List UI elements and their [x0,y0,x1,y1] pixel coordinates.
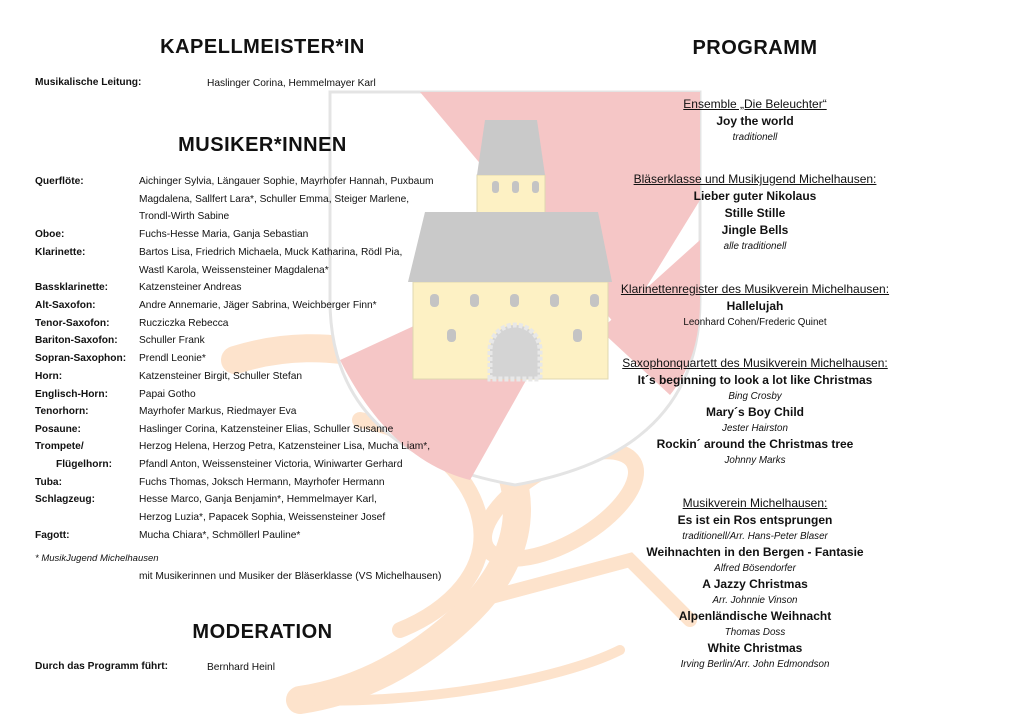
piece-title: It´s beginning to look a lot like Christmas [637,373,873,387]
composer: alle traditionell [723,241,787,252]
piece-title: White Christmas [707,641,803,655]
with-note: mit Musikerinnen und Musiker der Bläserklasse (VS Michelhausen) [139,571,442,582]
instrument-label-klarinette: Klarinette: [35,247,86,258]
instrument-label-horn: Horn: [35,371,63,382]
piece-title: Jingle Bells [721,223,789,237]
program-block-ensemble [590,96,920,145]
program-block-musikverein [590,495,920,672]
program-block-klarinettenregister [590,281,920,330]
instrument-label-fagott: Fagott: [35,530,70,541]
musician-names: Pfandl Anton, Weissensteiner Victoria, Winiwarter Gerhard [139,459,403,470]
composer: Johnny Marks [724,455,786,466]
musicians-heading: MUSIKER*INNEN [178,134,347,156]
musician-names: Hesse Marco, Ganja Benjamin*, Hemmelmayer Karl, [139,494,377,505]
piece-title: Hallelujah [726,299,784,313]
ensemble-name: Musikverein Michelhausen: [682,496,828,510]
program-block-blaeserklasse [590,171,920,254]
ensemble-name: Bläserklasse und Musikjugend Michelhausen: [633,172,877,186]
musician-names: Fuchs Thomas, Joksch Hermann, Mayrhofer Hermann [139,477,385,488]
instrument-label-sopran-saxophon: Sopran-Saxophon: [35,353,127,364]
footnote: * MusikJugend Michelhausen [35,553,159,564]
piece-title: Stille Stille [724,206,786,220]
musician-names: Andre Annemarie, Jäger Sabrina, Weichberger Finn* [139,300,377,311]
composer: Arr. Johnnie Vinson [712,595,798,606]
instrument-label-bariton-saxofon: Bariton-Saxofon: [35,335,118,346]
ensemble-name: Klarinettenregister des Musikverein Michelhausen: [620,282,890,296]
piece-title: Mary´s Boy Child [705,405,804,419]
composer: Thomas Doss [724,627,786,638]
instrument-label-oboe: Oboe: [35,229,65,240]
musician-names: Herzog Luzia*, Papacek Sophia, Weissensteiner Josef [139,512,386,523]
composer: Jester Hairston [722,423,788,434]
piece-title: Joy the world [716,114,794,128]
program-heading: PROGRAMM [692,37,818,59]
moderation-heading: MODERATION [192,621,333,643]
composer: Alfred Bösendorfer [714,563,796,574]
musician-names: Wastl Karola, Weissensteiner Magdalena* [139,265,329,276]
piece-title: A Jazzy Christmas [702,577,808,591]
moderation-value: Bernhard Heinl [207,662,275,673]
conductor-heading: KAPELLMEISTER*IN [160,36,365,58]
conductor-value: Haslinger Corina, Hemmelmayer Karl [207,78,376,89]
instrument-label-bassklarinette: Bassklarinette: [35,282,109,293]
piece-title: Rockin´ around the Christmas tree [656,437,854,451]
moderation-label: Durch das Programm führt: [35,661,169,672]
instrument-label-fluegelhorn: Flügelhorn: [56,459,113,470]
conductor-label: Musikalische Leitung: [35,77,142,88]
piece-title: Alpenländische Weihnacht [678,609,832,623]
musician-names: Bartos Lisa, Friedrich Michaela, Muck Katharina, Rödl Pia, [139,247,403,258]
instrument-label-tuba: Tuba: [35,477,62,488]
composer: Bing Crosby [728,391,782,402]
composer: traditionell [732,132,778,143]
piece-title: Weihnachten in den Bergen - Fantasie [646,545,864,559]
composer: Irving Berlin/Arr. John Edmondson [680,659,830,670]
composer: Leonhard Cohen/Frederic Quinet [683,317,827,328]
instrument-label-tenor-saxofon: Tenor-Saxofon: [35,318,110,329]
instrument-label-tenorhorn: Tenorhorn: [35,406,89,417]
musician-names: Trondl-Wirth Sabine [139,211,230,222]
ensemble-name: Saxophonquartett des Musikverein Michelhausen: [622,356,888,370]
instrument-label-posaune: Posaune: [35,424,81,435]
musician-names: Katzensteiner Birgit, Schuller Stefan [139,371,303,382]
musician-names: Rucziczka Rebecca [139,318,229,329]
musician-names: Magdalena, Sallfert Lara*, Schuller Emma, Steiger Marlene, [139,194,410,205]
musician-names: Mucha Chiara*, Schmöllerl Pauline* [139,530,301,541]
ensemble-name: Ensemble „Die Beleuchter“ [683,97,827,111]
musician-names: Katzensteiner Andreas [139,282,242,293]
musician-names: Prendl Leonie* [139,353,206,364]
musician-names: Herzog Helena, Herzog Petra, Katzensteiner Lisa, Mucha Liam*, [139,441,431,452]
composer: traditionell/Arr. Hans-Peter Blaser [682,531,828,542]
instrument-label-alt-saxofon: Alt-Saxofon: [35,300,96,311]
musician-names: Papai Gotho [139,389,196,400]
piece-title: Es ist ein Ros entsprungen [677,513,833,527]
instrument-label-schlagzeug: Schlagzeug: [35,494,96,505]
instrument-label-englisch-horn: Englisch-Horn: [35,389,109,400]
musician-names: Mayrhofer Markus, Riedmayer Eva [139,406,297,417]
instrument-label-trompete: Trompete/ [35,441,84,452]
program-block-saxophonquartett [590,355,920,468]
musician-names: Schuller Frank [139,335,205,346]
musician-names: Fuchs-Hesse Maria, Ganja Sebastian [139,229,309,240]
piece-title: Lieber guter Nikolaus [693,189,817,203]
musician-names: Haslinger Corina, Katzensteiner Elias, Schuller Susanne [139,424,394,435]
musician-names: Aichinger Sylvia, Längauer Sophie, Mayrhofer Hannah, Puxbaum [139,176,434,187]
instrument-label-querfloete: Querflöte: [35,176,84,187]
